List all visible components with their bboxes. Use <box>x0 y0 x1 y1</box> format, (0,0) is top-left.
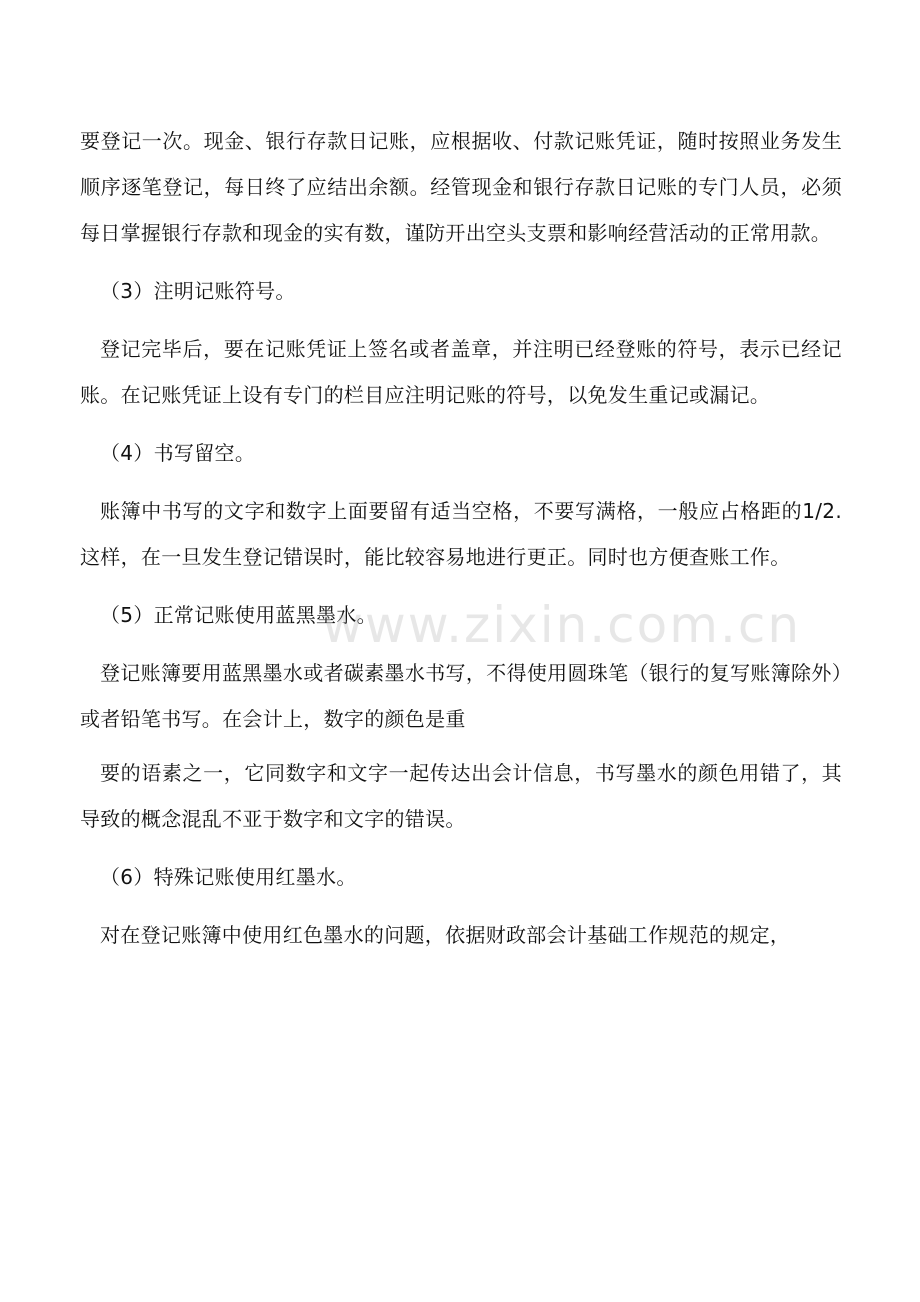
section-heading-3: （3）注明记账符号。 <box>100 279 296 303</box>
paragraph-body: 账簿中书写的文字和数字上面要留有适当空格，不要写满格，一般应占格距的1/2.这样，在一旦发生登记错误时，能比较容易地进行更正。同时也方便查账工作。 <box>80 499 842 569</box>
section-heading-6: （6）特殊记账使用红墨水。 <box>100 865 357 889</box>
paragraph-continuation: 要登记一次。现金、银行存款日记账，应根据收、付款记账凭证，随时按照业务发生顺序逐笔登记，每日终了应结出余额。经管现金和银行存款日记账的专门人员，必须每日掌握银行存款和现金的实有数，谨防开出空头支票和影响经营活动的正常用款。 <box>80 129 842 245</box>
section-heading-5: （5）正常记账使用蓝黑墨水。 <box>100 603 377 627</box>
paragraph-body: 登记账簿要用蓝黑墨水或者碳素墨水书写，不得使用圆珠笔（银行的复写账簿除外）或者铅笔书写。在会计上，数字的颜色是重 <box>80 661 842 731</box>
section-heading-4: （4）书写留空。 <box>100 441 256 465</box>
document-body <box>80 118 842 970</box>
paragraph-body: 要的语素之一，它同数字和文字一起传达出会计信息，书写墨水的颜色用错了，其导致的概念混乱不亚于数字和文字的错误。 <box>80 761 842 831</box>
paragraph-body: 对在登记账簿中使用红色墨水的问题，依据财政部会计基础工作规范的规定， <box>100 923 791 947</box>
paragraph-body: 登记完毕后，要在记账凭证上签名或者盖章，并注明已经登账的符号，表示已经记账。在记账凭证上设有专门的栏目应注明记账的符号，以免发生重记或漏记。 <box>80 337 842 407</box>
watermark-text: www.zixin.com.cn <box>322 596 802 654</box>
